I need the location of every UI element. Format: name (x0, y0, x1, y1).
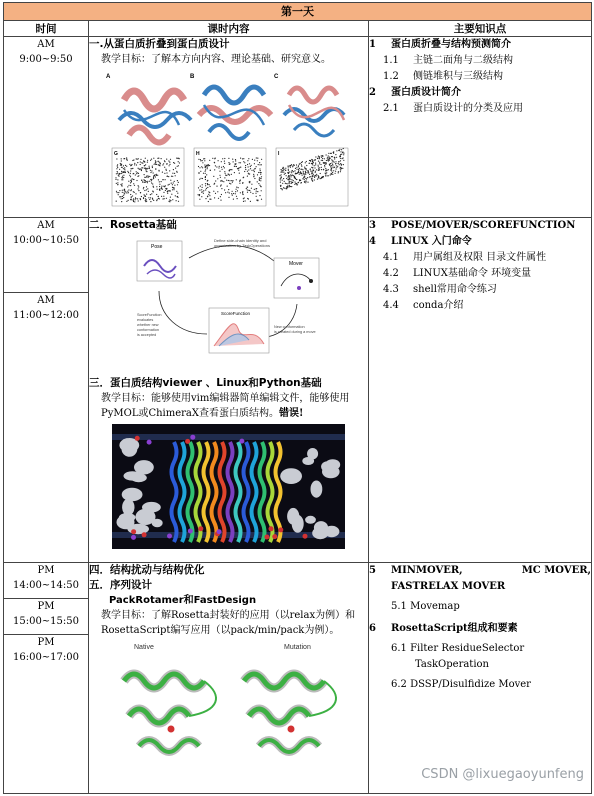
point-number: 2.1 (383, 103, 399, 114)
point-text: conda介绍 (413, 300, 464, 311)
time-period: PM (37, 565, 55, 576)
column-header-row (4, 21, 592, 37)
point-item (369, 85, 591, 101)
time-cell-5 (4, 599, 89, 635)
panel-label-a: A (105, 74, 110, 80)
point-item: 6.2 DSSP/Disulfidize Mover (391, 679, 531, 690)
point-number: 2 (369, 87, 376, 98)
time-cell-1 (4, 37, 89, 218)
left-caption-3: whether new (136, 323, 159, 327)
point-text: 蛋白质设计简介 (391, 87, 461, 98)
protein-folding-figure (104, 70, 354, 210)
time-period: PM (37, 637, 55, 648)
point-number: 1.2 (383, 71, 399, 82)
point-text: 蛋白质折叠与结构预测简介 (391, 39, 511, 50)
point-number: 4 (369, 236, 376, 247)
teaching-goal: 教学目标：了解本方向内容、理论基础、研究意义。 (101, 54, 331, 65)
point-text: POSE/MOVER/SCOREFUNCTION (391, 220, 576, 231)
subsection-title: PackRotamer和FastDesign (109, 595, 257, 606)
point-number: 5 (369, 565, 376, 576)
point-item: TaskOperation (415, 659, 489, 670)
mutation-structure (244, 674, 336, 752)
right-caption-2: is created during a move (273, 330, 316, 334)
teaching-goal (89, 391, 368, 421)
point-text: shell常用命令练习 (413, 284, 497, 295)
schedule-row-1 (4, 37, 592, 218)
point-number: 4.2 (383, 268, 399, 279)
left-caption-2: evaluates (136, 318, 153, 322)
point-number: 3 (369, 220, 376, 231)
point-item (369, 234, 591, 250)
goal-text: 教学目标：能够使用vim编辑器简单编辑文件，能够使用PyMOL或ChimeraX查看蛋白质结构。 (101, 393, 350, 419)
time-cell-2 (4, 218, 89, 293)
panel-label-c: C (273, 74, 278, 80)
time-cell-4 (4, 563, 89, 599)
scatter-panels (112, 148, 348, 206)
error-text: 错误! (279, 408, 304, 419)
point-item (369, 218, 591, 234)
panel-label-g: G (113, 151, 118, 157)
point-text: LINUX 入门命令 (391, 236, 472, 247)
time-range: 14:00~14:50 (12, 580, 79, 591)
point-item (369, 282, 591, 298)
schedule-row-2 (4, 218, 592, 293)
top-caption-1: Define side-chain identity and (213, 238, 266, 243)
point-item (369, 621, 591, 637)
time-range: 9:00~9:50 (19, 54, 73, 65)
panel-label-i: I (277, 151, 279, 157)
content-cell-4 (89, 563, 369, 794)
native-mutation-figure (109, 641, 349, 766)
time-range: 10:00~10:50 (12, 235, 79, 246)
day-header-row (4, 3, 592, 21)
time-cell-3 (4, 293, 89, 563)
day-title: 第一天 (4, 3, 592, 21)
points-list-1 (369, 37, 591, 117)
section-title: 五．序列设计 (89, 579, 152, 591)
section-title: 二．Rosetta基础 (89, 219, 177, 231)
point-item (369, 53, 591, 69)
point-text: MINMOVER, (391, 565, 463, 576)
panel-label-h: H (195, 151, 200, 157)
point-item (369, 266, 591, 282)
time-cell-6 (4, 635, 89, 794)
header-time: 时间 (4, 21, 89, 37)
point-item (369, 563, 591, 579)
time-period: AM (37, 220, 55, 231)
ribbon-panel-b (190, 74, 271, 139)
point-text: 侧链堆积与三级结构 (413, 71, 503, 82)
points-cell-2 (369, 218, 592, 563)
mutation-label: Mutation (283, 644, 311, 651)
point-number: 4.3 (383, 284, 399, 295)
time-period: AM (37, 39, 55, 50)
mover-label: Mover (288, 261, 303, 267)
point-item (369, 298, 591, 314)
teaching-goal: 教学目标：了解Rosetta封装好的应用（以relax为例）和RosettaScript编写应用（以pack/min/pack为例）。 (101, 610, 356, 636)
watermark: CSDN @lixuegaoyunfeng (421, 767, 584, 782)
native-label: Native (133, 644, 154, 651)
point-item: 6.1 Filter ResidueSelector (391, 643, 525, 654)
header-content: 课时内容 (89, 21, 369, 37)
section-title: 四．结构扰动与结构优化 (89, 564, 205, 576)
point-text: MC MOVER, (521, 565, 592, 576)
time-range: 15:00~15:50 (12, 616, 79, 627)
schedule-table (3, 2, 592, 794)
right-caption-1: New conformation (273, 325, 305, 329)
point-number: 4.1 (383, 252, 399, 263)
top-caption-2: organization by TaskOperations (213, 243, 270, 248)
point-number: 1.1 (383, 55, 399, 66)
section-title: 三．蛋白质结构viewer 、Linux和Python基础 (89, 377, 322, 389)
time-range: 11:00~12:00 (12, 310, 79, 321)
membrane-protein-figure (112, 424, 345, 549)
point-item: FASTRELAX MOVER (391, 581, 506, 592)
rosetta-concept-diagram (129, 236, 329, 366)
left-caption-4: conformation (136, 328, 159, 332)
point-item (369, 69, 591, 85)
time-period: AM (37, 295, 55, 306)
left-caption-1: ScoreFunction (136, 313, 161, 317)
header-points: 主要知识点 (369, 21, 592, 37)
time-period: PM (37, 601, 55, 612)
points-cell-1 (369, 37, 592, 218)
ribbon-panel-a (106, 74, 191, 143)
point-item (369, 37, 591, 53)
panel-label-b: B (189, 74, 194, 80)
pose-label: Pose (150, 244, 162, 250)
time-range: 16:00~17:00 (12, 652, 79, 663)
section-title: 一.从蛋白质折叠到蛋白质设计 (89, 38, 230, 50)
point-number: 6 (369, 623, 376, 634)
native-structure (124, 674, 216, 752)
schedule-row-4 (4, 563, 592, 599)
point-text: RosettaScript组成和要素 (391, 623, 518, 634)
point-item: 5.1 Movemap (391, 601, 460, 612)
point-text: LINUX基础命令 环境变量 (413, 268, 532, 279)
point-item (369, 250, 591, 266)
content-cell-2 (89, 218, 369, 563)
content-cell-1 (89, 37, 369, 218)
ribbon-panel-c (274, 74, 344, 136)
point-text: 用户属组及权限 目录文件属性 (413, 252, 547, 263)
point-number: 4.4 (383, 300, 399, 311)
point-text: 主链二面角与二级结构 (413, 55, 513, 66)
point-item (369, 101, 591, 117)
points-list-2 (369, 218, 591, 314)
point-number: 1 (369, 39, 376, 50)
scorefunction-label: ScoreFunction (220, 311, 250, 316)
point-text: 蛋白质设计的分类及应用 (413, 103, 523, 114)
left-caption-5: is accepted (136, 333, 156, 337)
points-cell-4 (369, 563, 592, 794)
